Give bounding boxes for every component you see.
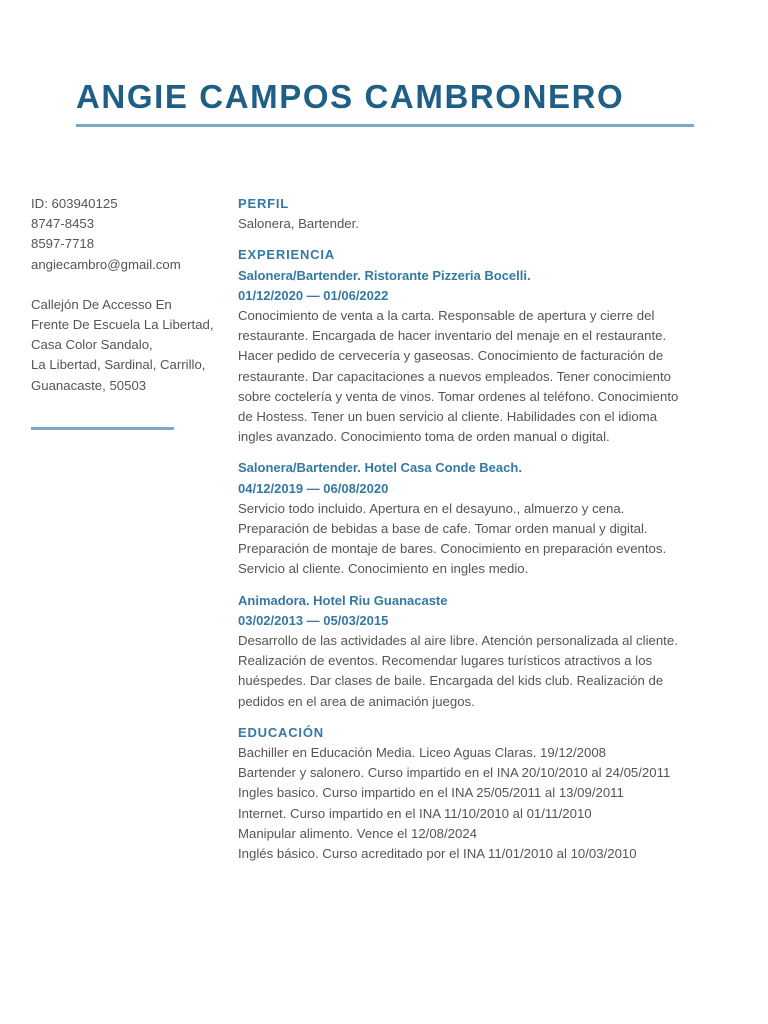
job-title: Animadora. Hotel Riu Guanacaste (238, 592, 448, 608)
job-entry (238, 266, 708, 448)
profile-section (238, 194, 708, 234)
contact-divider (31, 427, 174, 430)
job-description (238, 631, 708, 712)
description-line: Servicio todo incluido. Apertura en el desayuno., almuerzo y cena. (238, 500, 625, 516)
section-heading-perfil: PERFIL (238, 196, 290, 211)
address-line: La Libertad, Sardinal, Carrillo, (31, 357, 206, 373)
email: angiecambro@gmail.com (31, 256, 181, 272)
candidate-name: ANGIE CAMPOS CAMBRONERO (76, 78, 625, 115)
experience-section (238, 245, 708, 711)
address-line: Guanacaste, 50503 (31, 377, 147, 393)
address-line: Frente De Escuela La Libertad, (31, 317, 214, 333)
education-section (238, 723, 708, 864)
description-line: Preparación de bebidas a base de cafe. Tomar orden manual y digital. (238, 521, 648, 537)
description-line: Hacer pedido de cervecería y gaseosas. Conocimiento de facturación de (238, 348, 664, 364)
description-line: restaurante. Encargada de hacer inventario del menaje en el restaurante. (238, 328, 667, 344)
job-dates: 04/12/2019 — 06/08/2020 (238, 480, 389, 496)
description-line: sobre coctelería y venta de vinos. Tomar ordenes al teléfono. Conocimiento (238, 388, 679, 404)
phone-1: 8747-8453 (31, 216, 95, 232)
education-item: Manipular alimento. Vence el 12/08/2024 (238, 825, 478, 841)
job-description (238, 499, 708, 580)
education-item: Bachiller en Educación Media. Liceo Aguas Claras. 19/12/2008 (238, 745, 607, 761)
phone-2: 8597-7718 (31, 236, 95, 252)
description-line: Desarrollo de las actividades al aire libre. Atención personalizada al cliente. (238, 633, 678, 649)
address (31, 295, 221, 396)
address-line: Casa Color Sandalo, (31, 337, 153, 353)
title-divider (76, 124, 694, 127)
job-title: Salonera/Bartender. Ristorante Pizzeria Bocelli. (238, 267, 531, 283)
profile-text: Salonera, Bartender. (238, 216, 359, 232)
description-line: restaurante. Dar capacitaciones a nuevos empleados. Tener conocimiento (238, 368, 671, 384)
job-title: Salonera/Bartender. Hotel Casa Conde Beach. (238, 460, 522, 476)
main-column (238, 194, 708, 864)
section-heading-educacion: EDUCACIÓN (238, 724, 324, 740)
education-item: Bartender y salonero. Curso impartido en el INA 20/10/2010 al 24/05/2011 (238, 765, 671, 781)
job-dates: 03/02/2013 — 05/03/2015 (238, 612, 389, 628)
description-line: Conocimiento de venta a la carta. Responsable de apertura y cierre del (238, 308, 655, 324)
description-line: huéspedes. Dar clases de baile. Encargada del kids club. Realización de (238, 673, 664, 689)
job-dates: 01/12/2020 — 01/06/2022 (238, 287, 389, 303)
contact-column (31, 194, 221, 396)
id-number: ID: 603940125 (31, 196, 118, 211)
description-line: Realización de eventos. Recomendar lugares turísticos atractivos a los (238, 653, 653, 669)
description-line: pedidos en el area de animación juegos. (238, 693, 475, 709)
education-item: Inglés básico. Curso acreditado por el INA 11/01/2010 al 10/03/2010 (238, 846, 637, 862)
description-line: Preparación de montaje de bares. Conocimiento en preparación eventos. (238, 541, 667, 557)
description-line: ingles avanzado. Conocimiento toma de orden manual o digital. (238, 429, 610, 445)
education-item: Internet. Curso impartido en el INA 11/10/2010 al 01/11/2010 (238, 805, 592, 821)
description-line: de Hostess. Tener un buen servicio al cliente. Habilidades con el idioma (238, 409, 658, 425)
description-line: Servicio al cliente. Conocimiento en ingles medio. (238, 561, 529, 577)
address-line: Callejón De Accesso En (31, 296, 172, 312)
education-item: Ingles basico. Curso impartido en el INA 25/05/2011 al 13/09/2011 (238, 785, 624, 801)
section-heading-experiencia: EXPERIENCIA (238, 247, 335, 263)
job-entry (238, 591, 708, 712)
job-description (238, 306, 708, 447)
job-entry (238, 458, 708, 579)
